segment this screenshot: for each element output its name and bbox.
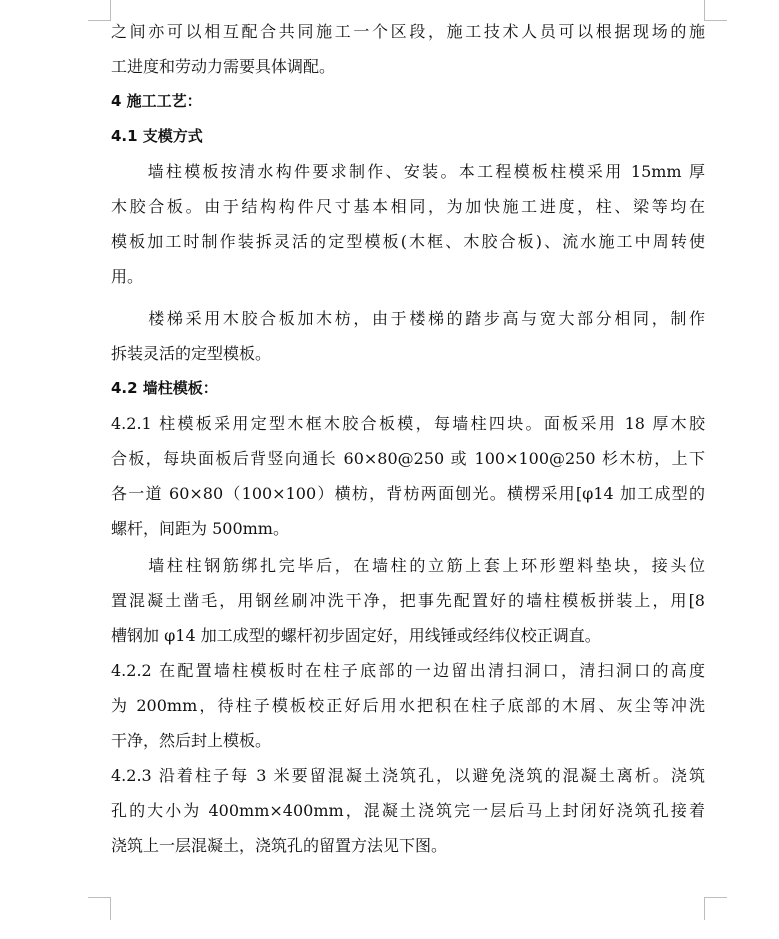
page-corner-mark-top-right [704,0,727,21]
paragraph-line: 墙柱模板按清水构件要求制作、安装。本工程模板柱模采用 15mm 厚 [111,162,705,181]
paragraph-line: 4.2.2 在配置墙柱模板时在柱子底部的一边留出清扫洞口，清扫洞口的高度 [111,661,705,680]
paragraph-line: 墙柱柱钢筋绑扎完毕后，在墙柱的立筋上套上环形塑料垫块，接头位 [111,556,705,575]
subsection-heading: 4.2 墙柱模板： [111,379,218,397]
paragraph-line: 浇筑上一层混凝土，浇筑孔的留置方法见下图。 [111,836,448,855]
paragraph-line: 合板，每块面板后背竖向通长 60×80@250 或 100×100@250 杉木枋，上下 [111,449,705,468]
paragraph-line: 置混凝土凿毛，用钢丝刷冲洗干净，把事先配置好的墙柱模板拼装上，用[8 [111,591,705,610]
paragraph-line: 拆装灵活的定型模板。 [111,344,272,363]
paragraph-line: 用。 [111,267,144,286]
paragraph-line: 螺杆，间距为 500mm。 [111,519,289,538]
subsection-heading: 4.1 支模方式 [111,127,203,145]
section-heading: 4 施工工艺： [111,92,202,110]
page-corner-mark-bottom-right [704,897,727,920]
paragraph-line: 孔的大小为 400mm×400mm，混凝土浇筑完一层后马上封闭好浇筑孔接着 [111,801,705,820]
paragraph-line: 模板加工时制作装拆灵活的定型模板(木框、木胶合板)、流水施工中周转使 [111,232,705,251]
document-body [111,14,705,863]
paragraph-line: 木胶合板。由于结构构件尺寸基本相同，为加快施工进度，柱、梁等均在 [111,197,705,216]
paragraph-line: 干净，然后封上模板。 [111,731,272,750]
paragraph-line: 4.2.1 柱模板采用定型木框木胶合板模，每墙柱四块。面板采用 18 厚木胶 [111,414,705,433]
paragraph-line: 工进度和劳动力需要具体调配。 [111,57,336,76]
paragraph-line: 各一道 60×80（100×100）横枋，背枋两面刨光。横楞采用[φ14 加工成型的 [111,484,705,503]
paragraph-line: 楼梯采用木胶合板加木枋，由于楼梯的踏步高与宽大部分相同，制作 [111,309,705,328]
page-corner-mark-bottom-left [88,897,111,920]
paragraph-line: 槽钢加 φ14 加工成型的螺杆初步固定好，用线锤或经纬仪校正调直。 [111,626,601,645]
paragraph-line: 之间亦可以相互配合共同施工一个区段，施工技术人员可以根据现场的施 [111,22,705,41]
paragraph-line: 为 200mm，待柱子模板校正好后用水把积在柱子底部的木屑、灰尘等冲洗 [111,696,705,715]
paragraph-line: 4.2.3 沿着柱子每 3 米要留混凝土浇筑孔，以避免浇筑的混凝土离析。浇筑 [111,766,705,785]
page-corner-mark-top-left [88,0,111,21]
